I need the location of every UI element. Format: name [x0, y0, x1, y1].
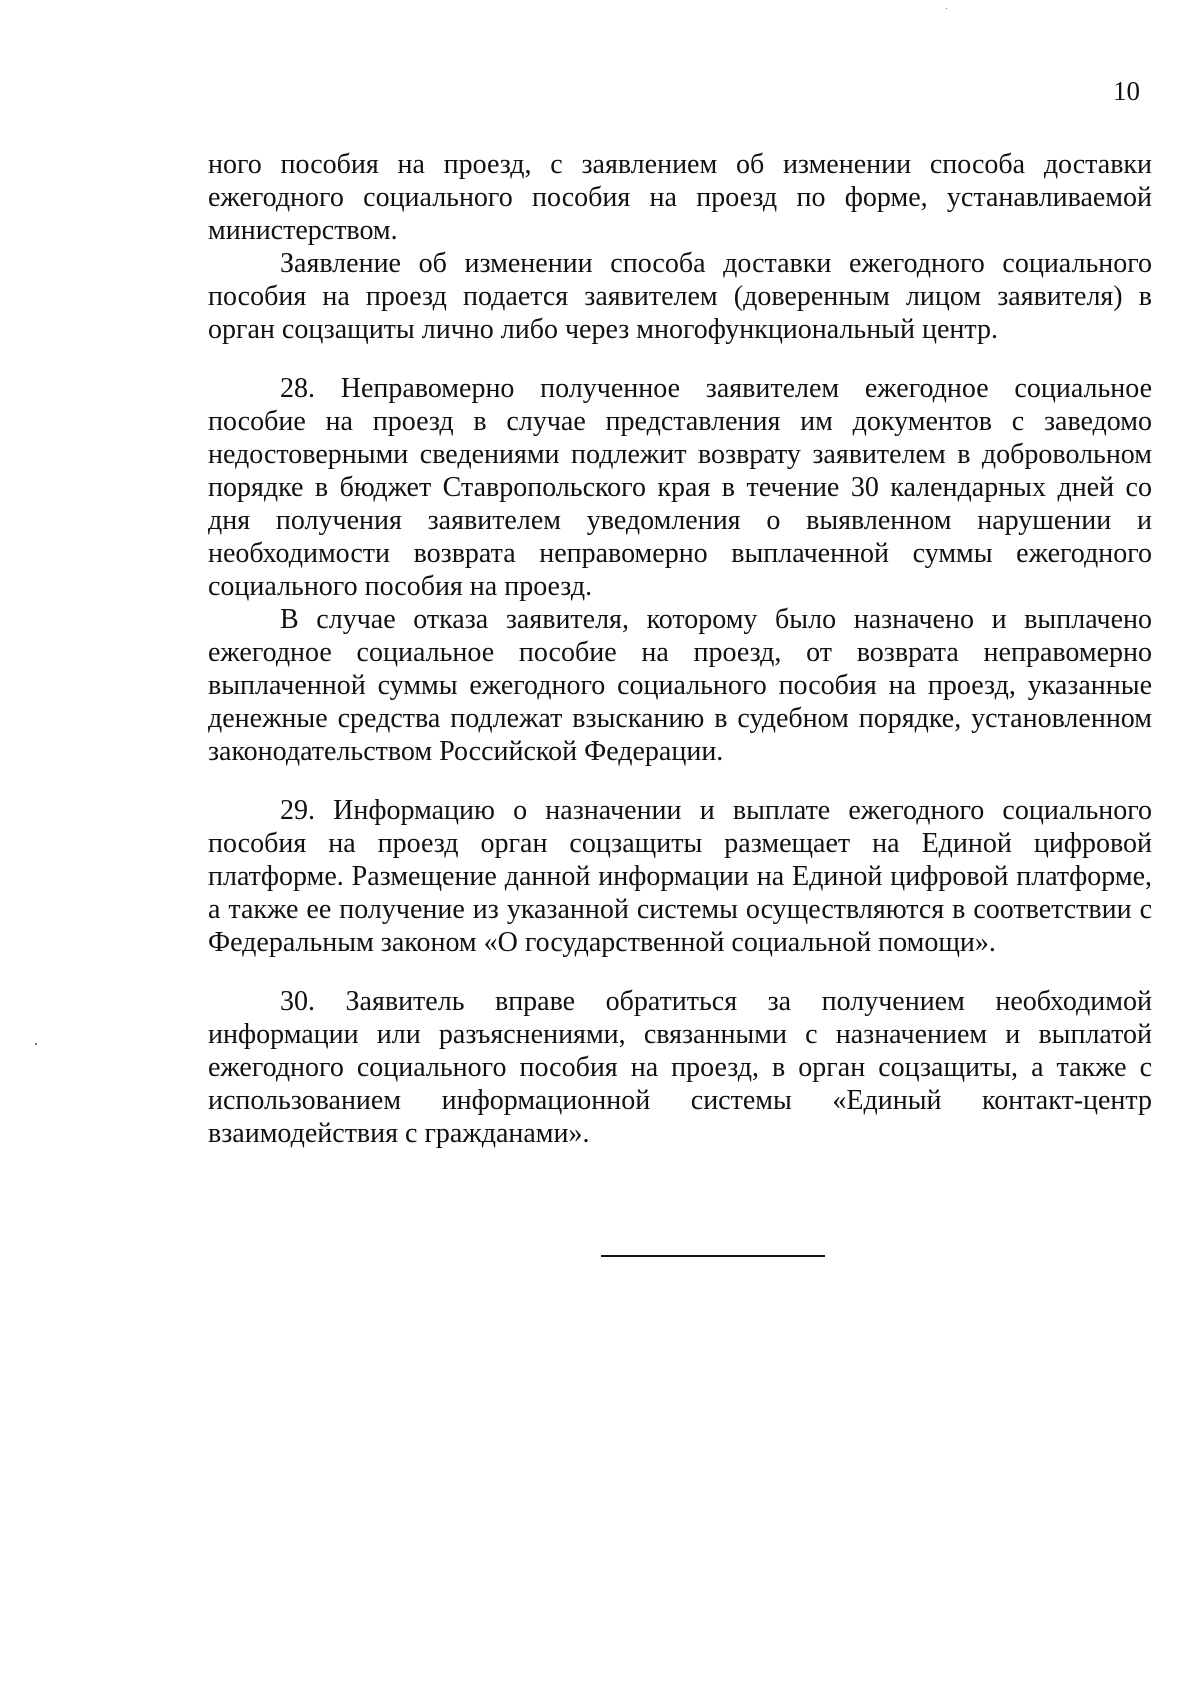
scan-speck	[35, 1043, 37, 1045]
scan-speck	[946, 8, 947, 9]
paragraph-gap	[208, 768, 1152, 794]
paragraph-gap	[208, 959, 1152, 985]
paragraph-28: 28. Неправомерно полученное заявителем ежегодное социальное пособие на проезд в случае представления им документов с заведомо недостоверными сведениями подлежит возврату заявителем в добровольном порядке в бюджет Ставропольского края в течение 30 календарных дней со дня получения заявителем уведомления о выявленном нарушении и необходимости возврата неправомерно выплаченной суммы ежегодного социального пособия на проезд.	[208, 373, 1152, 602]
paragraph-refusal: В случае отказа заявителя, которому было назначено и выплачено ежегодное социальное пособие на проезд, от возврата неправомерно выплаченной суммы ежегодного социального пособия на проезд, указанные денежные средства подлежат взысканию в судебном порядке, установленном законодательством Российской Федерации.	[208, 604, 1152, 767]
paragraph-delivery-change: Заявление об изменении способа доставки ежегодного социального пособия на проезд подается заявителем (доверенным лицом заявителя) в орган соцзащиты лично либо через многофункциональный центр.	[208, 248, 1152, 345]
paragraph-29: 29. Информацию о назначении и выплате ежегодного социального пособия на проезд орган соцзащиты размещает на Единой цифровой платформе. Размещение данной информации на Единой цифровой платформе, а также ее получение из указанной системы осуществляются в соответствии с Федеральным законом «О государственной социальной помощи».	[208, 795, 1152, 958]
page-number: 10	[1113, 76, 1140, 106]
paragraph-30: 30. Заявитель вправе обратиться за получением необходимой информации или разъяснениями, связанными с назначением и выплатой ежегодного социального пособия на проезд, в орган соцзащиты, а также с использованием информационной системы «Единый контакт-центр взаимодействия с гражданами».	[208, 986, 1152, 1149]
paragraph-continuation: ного пособия на проезд, с заявлением об изменении способа доставки ежегодного социального пособия на проезд по форме, устанавливаемой министерством.	[208, 149, 1152, 246]
closing-rule	[601, 1255, 825, 1257]
paragraph-gap	[208, 346, 1152, 372]
body-text	[208, 148, 1152, 1150]
